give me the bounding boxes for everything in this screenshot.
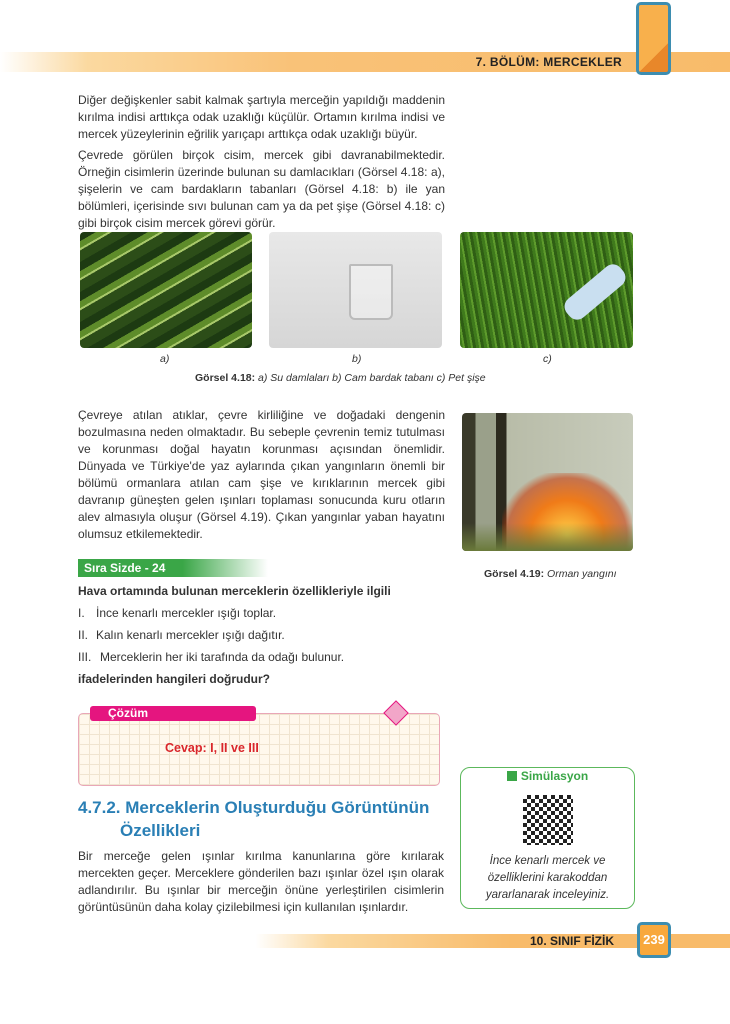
paragraph-3: Çevreye atılan atıklar, çevre kirliliğine ve doğadaki dengenin bozulmasına neden olmaktadır. Bu sebeple çevrenin temiz tutulması ve korunması doğal hayatın korunması açısından önemlidir. Dünyada ve Türkiye'de yaz aylarında çıkan yangınların önemli bir bölümü ormanlara atılan cam şişe ve kırıklarının mercek gibi davranıp güneşten gelen ışınları toplaması sonucunda kuru otların alev almasıyla oluşur (Görsel 4.19). Çıkan yangınlar yaban hayatını olumsuz etkilemektedir. [78,408,445,541]
paragraph-2: Çevrede görülen birçok cisim, mercek gibi davranabilmektedir. Örneğin cisimlerin üzerinde bulunan su damlacıkları (Görsel 4.18: a), şişelerin ve cam bardakların tabanları (Görsel 4.18: b) ile yan bölümleri, içerisinde sıvı bulunan cam ya da pet şişe (Görsel 4.18: c) gibi birçok cisim mercek görevi görür. [78,148,445,230]
exercise-item [78,649,450,665]
item-number: I. [78,606,85,620]
heading-line-1: 4.7.2. Merceklerin Oluşturduğu Görüntünün [78,798,430,817]
solution-label: Çözüm [90,706,256,721]
exercise-title: Sıra Sizde - 24 [78,559,268,577]
simulation-icon [507,771,517,781]
simulation-text: İnce kenarlı mercek ve özelliklerini karakoddan yararlanarak inceleyiniz. [485,855,610,901]
figure-419-caption [484,568,617,580]
simulation-header [461,769,634,783]
item-text: İnce kenarlı mercekler ışığı toplar. [96,606,277,620]
exercise-column [78,407,450,785]
chapter-tab [636,2,671,75]
caption-text: Orman yangını [547,568,617,580]
figure-label-a: a) [160,353,170,365]
section-column [78,796,450,916]
item-number: III. [78,650,92,664]
caption-label: Görsel 4.19: [484,568,545,580]
caption-label: Görsel 4.18: [195,372,256,384]
section-body: Bir merceğe gelen ışınlar kırılma kanunlarına göre kırılarak mercekten geçer. Merceklere gönderilen bazı ışınlar özel ışın olarak adlandırılır. Bu ışınlar bir merceğin önüne yerleştirilen cisimlerin görüntüsünün daha kolay çizilebilmesi için kullanılan ışınlardır. [78,849,444,914]
simulation-title: Simülasyon [520,769,589,783]
water-drops-image [80,232,252,348]
figure-label-b: b) [352,353,362,365]
book-title: 10. SINIF FİZİK [530,934,615,948]
footer-band [0,934,730,948]
exercise-item [78,605,450,621]
solution-area [78,706,450,785]
section-heading [78,796,450,842]
qr-code[interactable] [523,795,573,845]
caption-text: a) Su damlaları b) Cam bardak tabanı c) Pet şişe [258,372,486,384]
exercise-question: Hava ortamında bulunan merceklerin özellikleriyle ilgili [78,584,391,598]
bottle-shape [560,260,629,323]
chapter-title: 7. BÖLÜM: MERCEKLER [475,55,622,69]
item-text: Merceklerin her iki tarafında da odağı bulunur. [100,650,345,664]
heading-line-2: Özellikleri [120,821,201,840]
item-number: II. [78,628,89,642]
intro-column [78,92,445,232]
glass-cup-image [269,232,442,348]
simulation-box [460,767,635,909]
forest-fire-image [462,413,633,551]
paragraph-1: Diğer değişkenler sabit kalmak şartıyla merceğin yapıldığı maddenin kırılma indisi arttıkça odak uzaklığı küçülür. Ortamın kırılma indisi ve mercek yüzeylerinin eğrilik yarıçapı arttıkça odak uzaklığı büyür. [78,93,445,141]
page-number: 239 [637,922,671,958]
item-text: Kalın kenarlı mercekler ışığı dağıtır. [96,628,285,642]
exercise-item [78,627,450,643]
figure-418-caption [195,372,486,384]
ground-shape [462,523,633,551]
figure-label-c: c) [543,353,552,365]
solution-box [78,713,440,786]
pet-bottle-image [460,232,633,348]
glass-shape [349,264,393,320]
exercise-ending: ifadelerinden hangileri doğrudur? [78,672,271,686]
solution-answer: Cevap: I, II ve III [165,741,259,755]
